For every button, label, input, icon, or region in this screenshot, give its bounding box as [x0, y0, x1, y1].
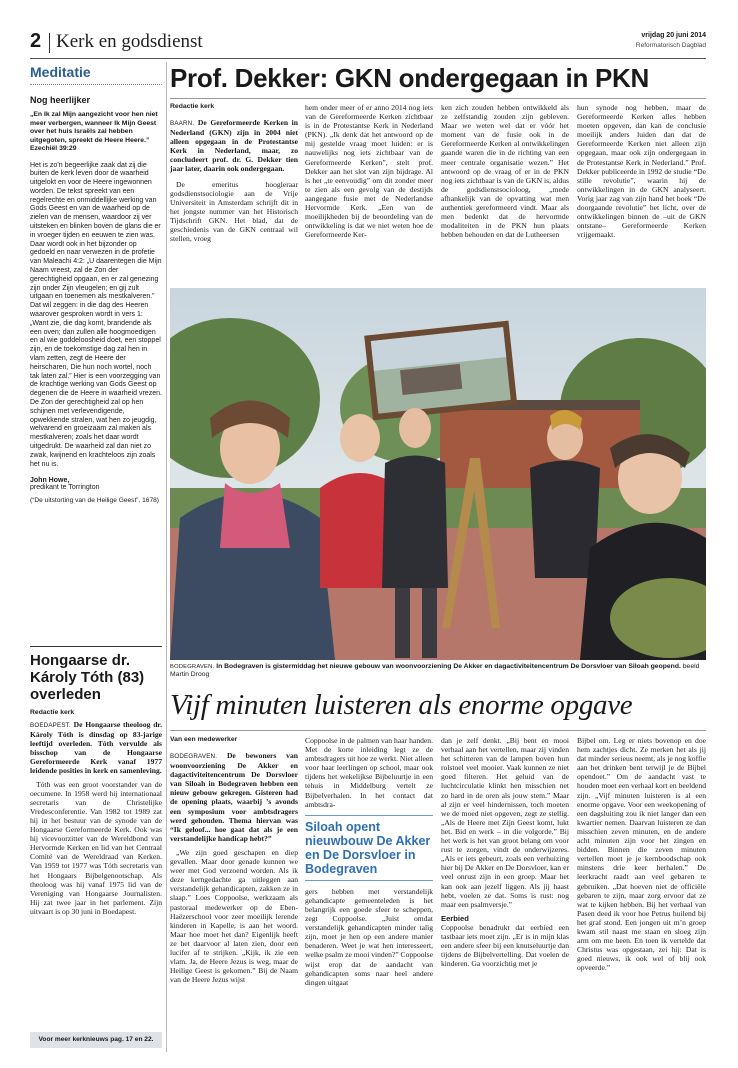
vijf-col3b-text: Coppoolse benadrukt dat eerbied een tastbaar iets moet zijn. „Er is in mijn klas een andere sfeer bij een knutseluurtje dan tijdens de Bijbelvertelling. Dat voelen de kinderen. Ga voorzichtig met je: [441, 922, 569, 969]
photo-credit: beeld Martin Droog: [170, 663, 700, 679]
photo-caption: [170, 663, 706, 680]
dekker-lead: De Gereformeerde Kerken in Nederland (GKN) zijn in 2004 niet alleen opgegaan in de Protestantse Kerk in Nederland, maar, zo concludeert prof. dr. G. Dekker tien jaar later, daarin ook ondergegaan.: [170, 118, 298, 174]
meditatie-ref: Ezechiël 39:29: [30, 145, 77, 152]
vijf-col2a-text: Coppoolse in de palmen van haar handen. Met de korte inleiding legt ze de ambtsdragers uit hoe ze werkt. Niet alleen voor haar leerlingen op school, maar ook tijdens het wekelijkse Bijbeluurtje in een tehuis in Middelburg vertelt ze Bijbelverhalen. In het contact dat ambtsdra-: [305, 736, 433, 809]
vijf-col-1: [170, 736, 298, 984]
hongaarse-article: [30, 652, 162, 1047]
vijf-dateline: BODEGRAVEN.: [170, 753, 218, 760]
meditatie-title: Nog heerlijker: [30, 95, 91, 105]
hongaarse-dateline: BOEDAPEST.: [30, 722, 71, 729]
meditatie-label: Meditatie: [30, 64, 91, 80]
vijf-col-3: [441, 736, 569, 968]
dekker-col-4: hun synode nog hebben, maar de Gereformeerde Kerken alles hebben moeten opgeven, dan kan de conclusie moeilijk anders luiden dan dat de Gereformeerde Kerken niet alleen zijn opgegaan, maar ook zijn ondergegaan in de Protestantse Kerk in Nederland.” Prof. Dekker publiceerde in 1992 de studie “De stille revolutie”, waarin hij de ontwikkelingen in de GKN analyseert. Vorig jaar zag van zijn hand het boek “De doorgaande revolutie” het licht, over de ontwikkelingen binnen de –uit de GKN ontstane– Gereformeerde Kerken vrijgemaakt.: [577, 103, 706, 240]
dekker-col-3: ken zich zouden hebben ontwikkeld als ze zelfstandig zouden zijn gebleven. Maar we weten wel dat er vóór het moment van de fusie ook in de Gereformeerde Kerken al ontwikkelingen gaande waren die in de richting van een meer centrale organisatie wezen.” Het antwoord op de vraag of er in de PKN nog iets zichtbaar is van de GKN is, aldus de godsdienstsocioloog, „mede afhankelijk van de opvatting wat men authentiek gereformeerd vindt. Maar als men bedenkt dat de hervormde modaliteiten in de PKN hun plaats hebben behouden en dat de Lutheersen: [441, 103, 569, 240]
meditatie-rule: [30, 646, 162, 647]
vijf-lead: De bewoners van woonvoorziening De Akker en dagactiviteitencentrum De Dorsvloer van Siloah in Bodegraven hebben een nieuw gebouw gekregen. Gisteren had de opening plaats, waarbij ’s avonds een symposium voor ambtsdragers werd gehouden. Thema hiervan was “Ik geloof... hoe gaat dat als je een verstandelijke handicap hebt?”: [170, 751, 299, 843]
header-date: vrijdag 20 juni 2014: [641, 32, 706, 39]
hongaarse-byline: Redactie kerk: [30, 709, 75, 716]
vijf-col3a-text: dan je zelf denkt. „Bij bent en mooi verhaal aan het vertellen, maar zij vinden het schitteren van de lampen boven hun rolstoel veel mooier. Vaak kunnen ze niet goed filteren. Het geluid van de luchtcirculatie klinkt hen misschien net zo hard in de oren als jouw stem.” Maar al zijn er veel hindernissen, toch moeten we de moed niet opgeven, zegt ze stellig. „Als de Heere met Zijn Geest komt, lukt het. Bid en werk – in die volgorde.” Bij het werk is het van groot belang om voor rust te zorgen, vindt de onderwijzeres. „Als er iets gebeurt, zoals een verhuizing hier bij De Akker en De Dorsvloer, kan er veel onrust zijn in een groep. Maar het kan ook aan jezelf liggen. Als jij haast hebt, voelen ze dat. Soms is rust: nog maar een psalmversje.”: [441, 736, 569, 909]
meditatie-source: (“De uitstorting van de Heilige Geest”, 1678): [30, 497, 160, 505]
meditatie-author-role: predikant te Torrington: [30, 484, 100, 492]
section-title: Kerk en godsdienst: [56, 31, 203, 52]
dekker-dateline: BAARN.: [170, 120, 195, 127]
dekker-col1-text: De emeritus hoogleraar godsdienstsociologie aan de Vrije Universiteit in Amsterdam schrijft dit in het jongste nummer van het Historisch Tijdschrift GKN. Het blad, dat de geschiedenis van de GKN centraal wil stellen, vroeg: [170, 179, 298, 244]
dekker-headline: Prof. Dekker: GKN ondergegaan in PKN: [170, 63, 649, 93]
header-paper: Reformatorisch Dagblad: [635, 42, 706, 49]
opening-photo: [170, 288, 706, 660]
hongaarse-footer-text: Voor meer kerknieuws pag. 17 en 22.: [38, 1036, 154, 1043]
vijf-headline: Vijf minuten luisteren als enorme opgave: [170, 689, 633, 721]
dekker-byline: Redactie kerk: [170, 103, 215, 110]
header-rule: [30, 58, 706, 59]
dekker-col-1: [170, 103, 298, 243]
vijf-col-2: [305, 736, 433, 987]
meditatie-author: John Howe,: [30, 477, 70, 485]
photo-caption-place: BODEGRAVEN.: [170, 664, 215, 670]
vijf-col-4: Bijbel om. Leg er niets bovenop en doe hem zachtjes dicht. Ze merken het als jij dat minder serieus neemt, als je nog koffie aan het drinken bent terwijl je de Bijbel opendoet.” Om de aandacht vast te houden moet een verhaal kort en beeldend zijn. „Vijf minuten luisteren is al een enorme opgave. Voor een weekopening of een dagsluiting zou ik niet langer dan een kwartier nemen. Daarvan luisteren ze dan misschien zeven minuten, en de andere acht minuten zijn voor het zingen en bidden. Binnen die zeven minuten vertellen moet je je kernboodschap ook minstens drie keer herhalen.” De leerkracht raadt aan veel gebaren te gebruiken. „Dat hoeven niet de officiële gebaren te zijn, maar zorg ervoor dat ze wat te kijken hebben. Bij het verhaal van Pasen deed ik voor hoe Petrus huilend bij het graf stond. Een jongen uit m’n groep kwam stil naast me staan en sloeg zijn arm om me heen. En toen ik vertelde dat Christus was opgestaan, zei hij: Dat is goed nieuws, ik ook wel of blij ook opveerde.”: [577, 736, 706, 973]
vijf-col2b-text: gers hebben met verstandelijk gehandicapte gemeenteleden is het belangrijk een goede sfeer te scheppen, zegt Coppoolse. „Juist omdat verstandelijk gehandicapten minder talig zijn, moet je hen op een andere manier benaderen. Weet je wat hen interesseert, welke psalm ze mooi vinden?” Coppoolse wijst erop dat de aandacht van gehandicapten soms naar heel andere dingen uitgaat: [305, 886, 434, 987]
vijf-rule: [170, 730, 706, 731]
page-number: 2: [30, 30, 42, 52]
photo-illustration: [170, 288, 706, 660]
meditatie-quote: „En Ik zal Mijn aangezicht voor hen niet meer verbergen, wanneer Ik Mijn Geest over het huis Israëls zal hebben uitgegoten, spreekt de Heere Heere.”: [30, 111, 158, 144]
vijf-col1-text: „We zijn goed geschapen en diep gevallen. Maar door genade kunnen we weer met God verzoend worden. Als ik deze kerngedachte ga uitleggen aan verstandelijk gehandicapten, zakken ze in slaap.” Loes Coppoolse, werkzaam als pastoraal medewerker op de Eben-Haëzerschool voor zeer moeilijk lerende kinderen in Kapelle, is aan het woord. Maar hoe moet het dan? Eigenlijk heeft ze het daarvoor al laten zien, door een lucifer af te strijken. „Kijk, ik zie een vlam. Ja, de Heere Jezus is weg, maar de Heilige Geest is gekomen.” Bij de Naam van de Heere Jezus wijst: [170, 847, 298, 985]
hongaarse-title: Hongaarse dr. Károly Tóth (83) overleden: [30, 652, 145, 703]
photo-caption-text: In Bodegraven is gistermiddag het nieuwe gebouw van woonvoorziening De Akker en dagactiviteitencentrum De Dorsvloer van Siloah geopend.: [216, 663, 681, 670]
meditatie-body: Het is zo’n begeerlijke zaak dat zij die buiten de kerk leven door de waarheid uitgelokt en voor de Heere ingewonnen worden. De tekst spreekt van een regelrechte en onmiddellijke werking van Gods Geest en van de waarheid op de zielen van de mensen, waardoor zij ver uitsteken en blinken boven de glans die er in vroeger tijden en eeuwen te zien was. Daar wordt ook in het bijzonder op gedoeld en naar verwezen in de profetie van Maleachi 4:2: „U daarentegen die Mijn Naam vreest, zal de Zon der gerechtigheid opgaan, en er zal genezing zijn onder Zijn vleugelen; en gij zult uitgaan en toenemen als mestkalveren.” Dat wil zeggen: in die dag des Heeren waarover gesproken wordt in vers 1: „Want zie, die dag komt, brandende als een oven; dan zullen alle hoogmoedigen en al wie goddeloosheid doet, een stoppel zijn, en de toekomstige dag zal hen in vlam zetten, zegt de Heere der heirscharen, Die hun noch wortel, noch tak laten zal.” Hier is een voorzegging van de krachtige werking van Gods Geest op degenen die de Heere in waarheid vrezen. De Zon der gerechtigheid zal op hen schijnen met verlevendigende, opwekkende stralen, wat hen zo jeugdig, welvarend en groeizaam zal maken als mestkalveren; zoals het daar wordt uitgedrukt. De waarheid zal dan niet zo zwak, kwijnend en krachteloos zijn zoals het nu is.: [30, 161, 162, 468]
vijf-byline: Van een medewerker: [170, 736, 238, 743]
vijf-subhead: Siloah opent nieuwbouw De Akker en De Dorsvloer in Bodegraven: [305, 819, 431, 876]
dekker-col-2: hem onder meer of er anno 2014 nog iets van de Gereformeerde Kerken zichtbaar is in de Protestantse Kerk in Nederland (PKN). „Ik denk dat het antwoord op de mij gestelde vraag moet luiden: er is nauwelijks nog iets zichtbaar van de Gereformeerde Kerken”, stelt prof. Dekker aan het slot van zijn bijdrage. Al is het „te eenvoudig” om dit zonder meer te zien als een gevolg van de destijds aangegane fusie met de Nederlandse Hervormde Kerk. „Een van de moeilijkheden bij de beoordeling van de ontwikkeling is dat we niet weten hoe de Gereformeerde Ker-: [305, 103, 433, 240]
dekker-rule: [170, 98, 706, 99]
hongaarse-lead: De Hongaarse theoloog dr. Károly Tóth is dinsdag op 83-jarige leeftijd overleden. Tóth vervulde als bisschop van de Hongaarse Gereformeerde Kerk vanaf 1977 leidende posities in kerk en samenleving.: [30, 720, 162, 776]
page-header: [30, 30, 706, 56]
meditatie-dots: [30, 84, 162, 85]
vijf-subhead-box: [305, 815, 433, 881]
hongaarse-lead-block: [30, 720, 162, 776]
left-column-divider: [166, 62, 167, 1052]
meditatie-column: [30, 64, 162, 644]
vijf-col3-subhead: Eerbied: [441, 913, 469, 923]
hongaarse-footer-box: [30, 1032, 162, 1048]
header-divider: [49, 33, 50, 53]
hongaarse-body: Tóth was een groot voorstander van de oecumene. In 1958 werd hij internationaal secretaris van de Christelijke Vredesconferentie. Van 1982 tot 1989 zat hij in het bestuur van de synode van de Hongaarse Gereformeerde Kerk. Ook was hij vicevoorzitter van de Wereldbond van Hervormde Kerken en lid van het Centraal Comité van de Wereldraad van Kerken. Van 1959 tot 1977 was Tóth secretaris van het Hongaars Bijbelgenootschap. Als theoloog was hij vanaf 1975 lid van de Vereniging van Hongaarse Journalisten. Hij zat twee jaar in het parlement. Zijn uitvaart is op 30 juni in Boedapest.: [30, 779, 162, 916]
